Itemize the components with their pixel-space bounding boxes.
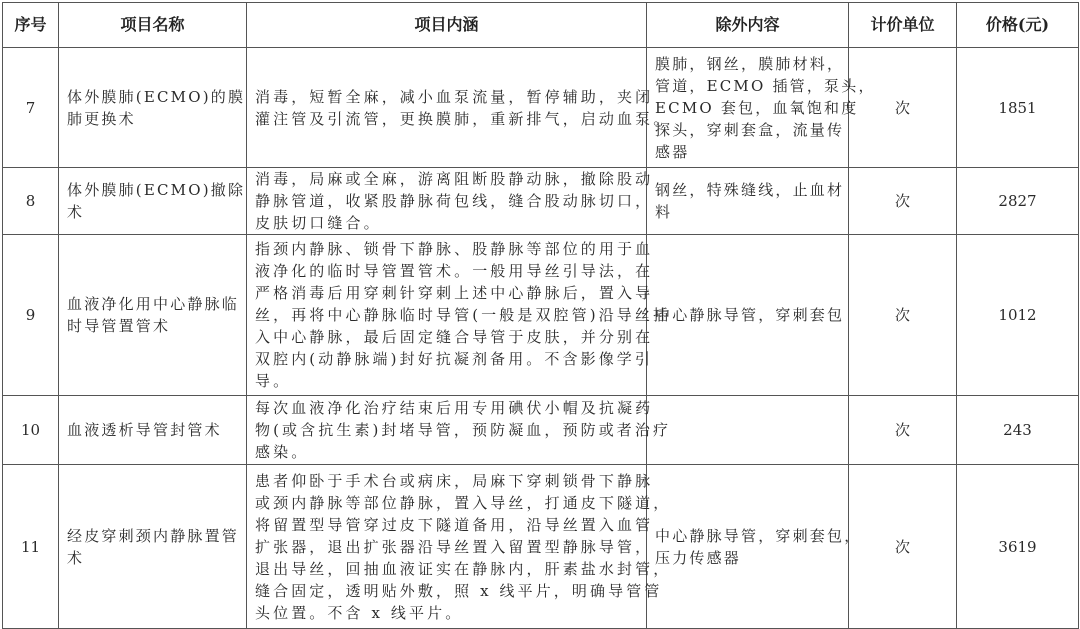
cell-name-line: 术 <box>67 548 85 567</box>
cell-desc-line: 严格消毒后用穿刺针穿刺上述中心静脉后，置入导 <box>255 284 654 302</box>
cell-name <box>59 48 247 168</box>
cell-name-line: 血液透析导管封管术 <box>67 421 222 439</box>
cell-desc-line: 将留置型导管穿过皮下隧道备用，沿导丝置入血管 <box>255 515 654 534</box>
cell-excl <box>647 396 849 465</box>
header-unit: 计价单位 <box>849 3 957 48</box>
cell-unit: 次 <box>849 465 957 629</box>
cell-desc-line: 导。 <box>255 372 292 390</box>
cell-desc-line: 头位置。不含 x 线平片。 <box>255 603 464 622</box>
header-name: 项目名称 <box>59 3 247 48</box>
cell-excl-line: 压力传感器 <box>655 548 742 567</box>
cell-no: 10 <box>3 396 59 465</box>
header-excl: 除外内容 <box>647 3 849 48</box>
cell-no: 9 <box>3 235 59 396</box>
cell-no: 7 <box>3 48 59 168</box>
cell-desc-line: 患者仰卧于手术台或病床，局麻下穿刺锁骨下静脉 <box>255 471 654 490</box>
header-row <box>3 3 1079 48</box>
cell-desc-line: 灌注管及引流管，更换膜肺，重新排气，启动血泵。 <box>255 109 672 128</box>
cell-desc-line: 丝，再将中心静脉临时导管(一般是双腔管)沿导丝插 <box>255 306 672 324</box>
cell-desc-line: 或颈内静脉等部位静脉，置入导丝，打通皮下隧道， <box>255 493 672 512</box>
cell-price: 1012 <box>957 235 1079 396</box>
table-row <box>3 396 1079 465</box>
cell-desc-line: 皮肤切口缝合。 <box>255 214 382 232</box>
cell-name-line: 体外膜肺(ECMO)撤除 <box>67 181 246 199</box>
cell-name-line: 血液净化用中心静脉临 <box>67 295 240 313</box>
header-no: 序号 <box>3 3 59 48</box>
cell-excl-line: 中心静脉导管，穿刺套包 <box>655 306 845 324</box>
cell-desc-line: 液净化的临时导管置管术。一般用导丝引导法，在 <box>255 262 654 280</box>
table-row <box>3 48 1079 168</box>
cell-name-line: 经皮穿刺颈内静脉置管 <box>67 526 240 545</box>
cell-unit: 次 <box>849 235 957 396</box>
cell-desc-line: 扩张器，退出扩张器沿导丝置入留置型静脉导管， <box>255 537 654 556</box>
cell-desc-line: 静脉管道，收紧股静脉荷包线，缝合股动脉切口， <box>255 192 654 210</box>
cell-desc-line: 退出导丝，回抽血液证实在静脉内，肝素盐水封管， <box>255 559 672 578</box>
cell-name-line: 术 <box>67 203 85 221</box>
cell-name <box>59 396 247 465</box>
cell-unit: 次 <box>849 48 957 168</box>
cell-desc-line: 物(或含抗生素)封堵导管，预防凝血，预防或者治疗 <box>255 421 672 439</box>
cell-desc <box>247 465 672 629</box>
cell-price: 3619 <box>957 465 1079 629</box>
cell-name-line: 肺更换术 <box>67 109 136 128</box>
cell-name <box>59 465 247 629</box>
cell-price: 243 <box>957 396 1079 465</box>
cell-no: 11 <box>3 465 59 629</box>
table-row <box>3 168 1079 235</box>
cell-excl-line: 钢丝，特殊缝线，止血材 <box>655 181 845 199</box>
cell-excl <box>647 168 849 235</box>
cell-excl-line: ECMO 套包，血氧饱和度 <box>655 98 859 117</box>
cell-desc <box>247 396 672 465</box>
cell-no: 8 <box>3 168 59 235</box>
cell-name-line: 体外膜肺(ECMO)的膜 <box>67 87 246 106</box>
cell-desc <box>247 48 672 168</box>
cell-excl-line: 膜肺，钢丝，膜肺材料， <box>655 54 845 73</box>
cell-price: 1851 <box>957 48 1079 168</box>
header-desc: 项目内涵 <box>247 3 647 48</box>
cell-unit: 次 <box>849 396 957 465</box>
cell-name <box>59 235 247 396</box>
cell-desc-line: 双腔内(动静脉端)封好抗凝剂备用。不含影像学引 <box>255 350 654 368</box>
cell-desc-line: 感染。 <box>255 443 310 461</box>
price-table <box>2 2 1079 629</box>
cell-excl <box>647 235 849 396</box>
cell-desc-line: 每次血液净化治疗结束后用专用碘伏小帽及抗凝药 <box>255 399 654 417</box>
cell-desc-line: 消毒，局麻或全麻，游离阻断股静动脉，撤除股动 <box>255 170 654 188</box>
cell-excl <box>647 465 862 629</box>
cell-desc-line: 入中心静脉，最后固定缝合导管于皮肤，并分别在 <box>255 328 654 346</box>
cell-desc <box>247 235 672 396</box>
cell-desc-line: 缝合固定，透明贴外敷，照 x 线平片，明确导管管 <box>255 581 663 600</box>
table-row <box>3 465 1079 629</box>
cell-excl-line: 管道，ECMO 插管，泵头， <box>655 76 876 95</box>
cell-unit: 次 <box>849 168 957 235</box>
cell-desc <box>247 168 654 235</box>
cell-name-line: 时导管置管术 <box>67 317 171 335</box>
cell-excl-line: 中心静脉导管，穿刺套包， <box>655 526 862 545</box>
cell-price: 2827 <box>957 168 1079 235</box>
cell-excl-line: 探头，穿刺套盒，流量传 <box>655 120 845 139</box>
cell-desc-line: 消毒，短暂全麻，减小血泵流量，暂停辅助，夹闭 <box>255 87 654 106</box>
cell-name <box>59 168 247 235</box>
cell-excl-line: 料 <box>655 203 673 221</box>
cell-excl <box>647 48 876 168</box>
table-row <box>3 235 1079 396</box>
cell-excl-line: 感器 <box>655 142 690 161</box>
header-price: 价格(元) <box>957 3 1079 48</box>
cell-desc-line: 指颈内静脉、锁骨下静脉、股静脉等部位的用于血 <box>255 240 654 258</box>
